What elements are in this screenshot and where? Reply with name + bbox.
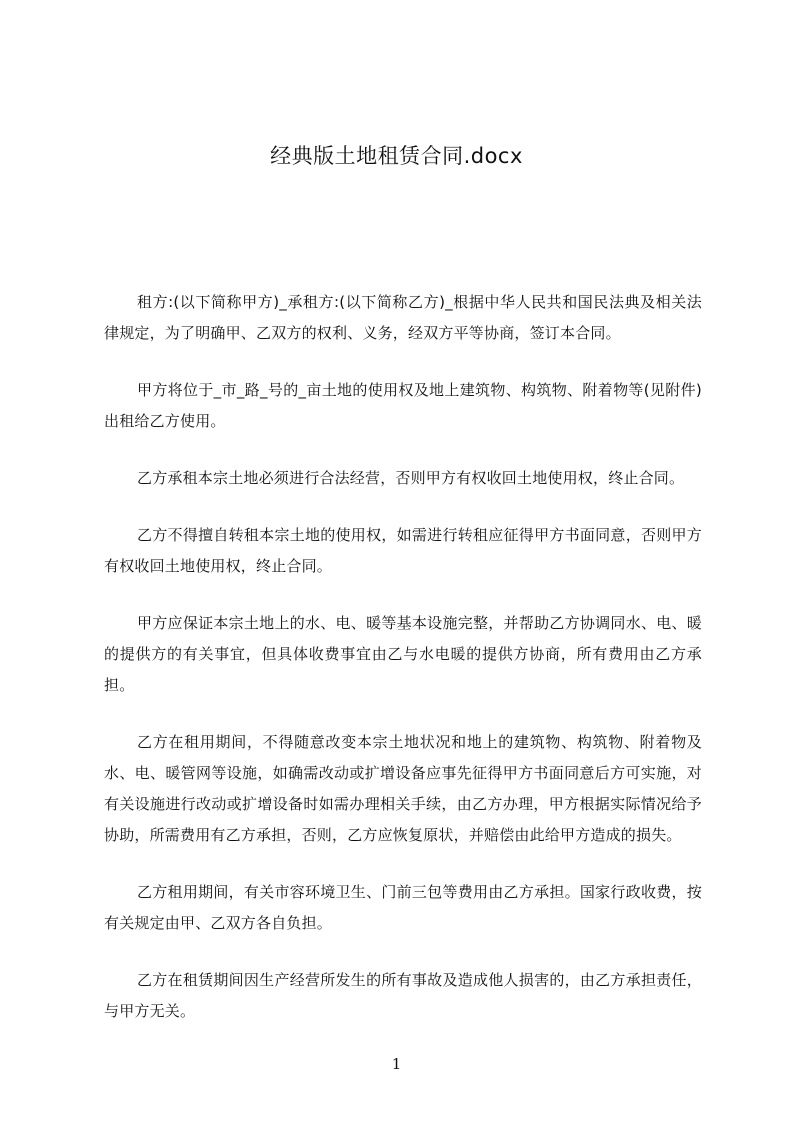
paragraph-5: 甲方应保证本宗土地上的水、电、暖等基本设施完整，并帮助乙方协调同水、电、暖的提供方的有关事宜，但具体收费事宜由乙与水电暖的提供方协商，所有费用由乙方承担。 (104, 614, 702, 694)
page-number: 1 (391, 1055, 402, 1073)
paragraph-1: 租方:(以下简称甲方)_承租方:(以下简称乙方)_根据中华人民共和国民法典及相关法律规定，为了明确甲、乙双方的权利、义务，经双方平等协商，签订本合同。 (104, 293, 702, 342)
document-title: 经典版土地租赁合同.docx (270, 144, 523, 168)
paragraph-8: 乙方在租赁期间因生产经营所发生的所有事故及造成他人损害的，由乙方承担责任，与甲方无关。 (104, 971, 702, 1020)
paragraph-7: 乙方租用期间，有关市容环境卫生、门前三包等费用由乙方承担。国家行政收费，按有关规定由甲、乙双方各自负担。 (104, 883, 702, 932)
paragraph-6: 乙方在租用期间，不得随意改变本宗土地状况和地上的建筑物、构筑物、附着物及水、电、暖管网等设施，如确需改动或扩增设备应事先征得甲方书面同意后方可实施，对有关设施进行改动或扩增设备时如需办理相关手续，由乙方办理，甲方根据实际情况给予协助，所需费用有乙方承担，否则，乙方应恢复原状，并赔偿由此给甲方造成的损失。 (104, 733, 702, 844)
paragraph-3: 乙方承租本宗土地必须进行合法经营，否则甲方有权收回土地使用权，终止合同。 (137, 469, 685, 487)
document-body (104, 287, 702, 1053)
paragraph-2: 甲方将位于_市_路_号的_亩土地的使用权及地上建筑物、构筑物、附着物等(见附件)出租给乙方使用。 (104, 381, 702, 430)
paragraph-4: 乙方不得擅自转租本宗土地的使用权，如需进行转租应征得甲方书面同意，否则甲方有权收回土地使用权，终止合同。 (104, 526, 702, 575)
